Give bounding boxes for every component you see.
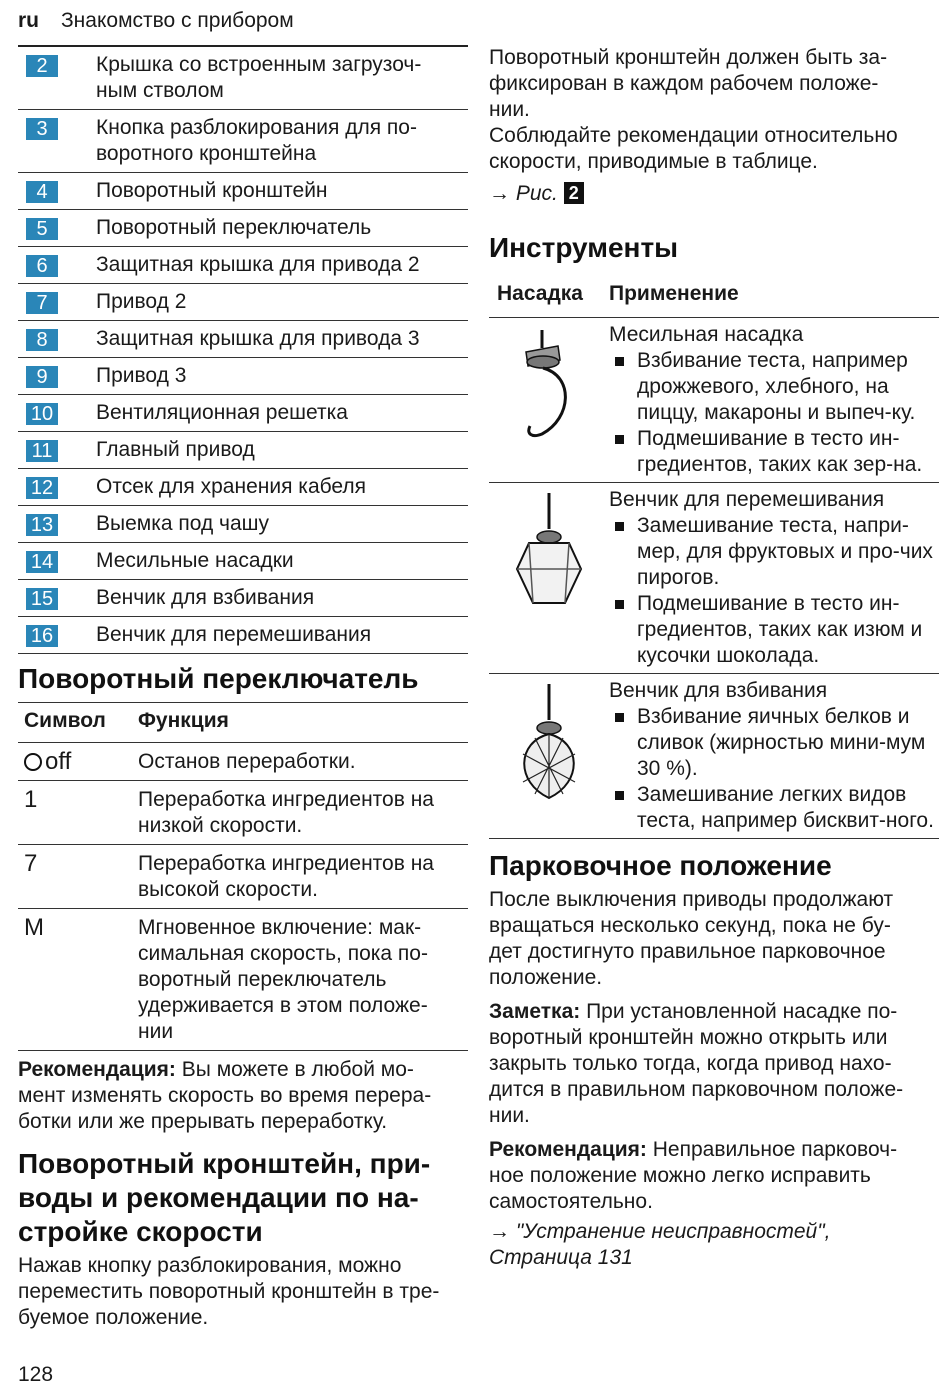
arm-text-continued: Поворотный кронштейн должен быть за- фиксирован в каждом рабочем положе- нии. Соблюдайте рекомендации относительно скорости, приводимые в таблице.: [489, 46, 898, 173]
symbol-text: off: [45, 748, 72, 775]
part-row: [18, 210, 468, 247]
tool-row: [489, 674, 939, 839]
part-label: Выемка под чашу: [96, 512, 270, 535]
page-header: [18, 6, 294, 36]
note-text: При установленной насадке по- воротный кронштейн можно открыть или закрыть только тогда, когда привод нахо- дится в правильном парковочном положе- нии.: [489, 1000, 904, 1127]
part-row: [18, 395, 468, 432]
tool-name: Венчик для перемешивания: [609, 488, 885, 511]
tool-row: [489, 318, 939, 483]
park-heading: Парковочное положение: [489, 850, 832, 881]
part-row: [18, 469, 468, 506]
part-label: Венчик для перемешивания: [96, 623, 372, 646]
part-number-badge: 4: [26, 181, 58, 203]
part-number: [18, 617, 96, 653]
tool-use-item: Подмешивание в тесто ин-гредиентов, таких как изюм и кусочки шоколада.: [609, 591, 939, 669]
note-label: Заметка:: [489, 1000, 581, 1023]
part-label: Венчик для взбивания: [96, 586, 315, 609]
kneading-hook-icon: [489, 322, 609, 478]
part-number: [18, 469, 96, 505]
arm-heading: Поворотный кронштейн, при- воды и рекомендации по на- стройке скорости: [18, 1148, 431, 1247]
switch-function: Мгновенное включение: мак- симальная скорость, пока по- воротный переключатель удерживается в этом положе- нии: [138, 916, 428, 1043]
switch-table-header: [18, 702, 468, 743]
part-label: Защитная крышка для привода 2: [96, 253, 420, 276]
switch-function: Останов переработки.: [138, 750, 356, 773]
part-row: [18, 284, 468, 321]
part-label: Вентиляционная решетка: [96, 401, 348, 424]
part-number: [18, 506, 96, 542]
part-row: [18, 321, 468, 358]
part-row: [18, 173, 468, 210]
part-label: Месильные насадки: [96, 549, 294, 572]
language-code: ru: [18, 9, 39, 32]
part-number: [18, 173, 96, 209]
part-number: [18, 432, 96, 468]
symbol-text: M: [24, 914, 44, 941]
park-rec-text: Неправильное парковоч- ное положение можно легко исправить самостоятельно.: [489, 1138, 898, 1213]
fig-number-badge: 2: [564, 182, 584, 204]
part-row: [18, 543, 468, 580]
switch-heading: Поворотный переключатель: [18, 663, 419, 694]
part-number: [18, 358, 96, 394]
part-row: [18, 358, 468, 395]
part-row: [18, 617, 468, 654]
part-number-badge: 3: [26, 118, 58, 140]
part-number: [18, 47, 96, 109]
arm-text: Нажав кнопку разблокирования, можно переместить поворотный кронштейн в тре- буемое положение.: [18, 1254, 440, 1329]
part-number-badge: 7: [26, 292, 58, 314]
part-row: [18, 580, 468, 617]
tool-row: [489, 483, 939, 674]
part-row: [18, 247, 468, 284]
part-number: [18, 284, 96, 320]
tool-use-item: Взбивание яичных белков и сливок (жирностью мини-мум 30 %).: [609, 704, 939, 782]
part-row: [18, 110, 468, 173]
col-symbol: Символ: [24, 709, 106, 732]
part-number: [18, 543, 96, 579]
part-number-badge: 14: [26, 551, 58, 573]
switch-symbol: [18, 749, 138, 775]
switch-function: Переработка ингредиентов на низкой скорости.: [138, 788, 434, 837]
switch-row: [18, 845, 468, 909]
switch-function: Переработка ингредиентов на высокой скорости.: [138, 852, 434, 901]
part-number: [18, 110, 96, 172]
tools-table-header: [489, 273, 939, 318]
part-label: Привод 3: [96, 364, 187, 387]
switch-row: [18, 781, 468, 845]
tool-use-item: Взбивание теста, например дрожжевого, хлебного, на пиццу, макароны и выпеч-ку.: [609, 348, 939, 426]
switch-row: [18, 909, 468, 1051]
fig-ref-text: → Рис.: [489, 182, 558, 205]
tool-name: Венчик для взбивания: [609, 679, 828, 702]
tool-use: [609, 487, 939, 669]
tool-use-item: Замешивание легких видов теста, например бисквит-ного.: [609, 782, 939, 834]
tool-use-list: [609, 513, 939, 669]
part-label: Крышка со встроенным загрузоч- ным стволом: [96, 53, 422, 102]
part-number-badge: 5: [26, 218, 58, 240]
part-label: Кнопка разблокирования для по- воротного кронштейна: [96, 116, 417, 165]
switch-table-body: [18, 743, 468, 1051]
park-note: [489, 999, 939, 1129]
col-tool: Насадка: [497, 282, 583, 305]
part-number-badge: 11: [26, 440, 58, 462]
part-label: Защитная крышка для привода 3: [96, 327, 420, 350]
part-number-badge: 16: [26, 625, 58, 647]
right-column: [489, 45, 939, 1271]
part-number: [18, 321, 96, 357]
tool-use-list: [609, 348, 939, 478]
part-label: Главный привод: [96, 438, 255, 461]
part-row: [18, 432, 468, 469]
part-number: [18, 580, 96, 616]
part-number-badge: 10: [26, 403, 58, 425]
park-rec-label: Рекомендация:: [489, 1138, 647, 1161]
col-use: Применение: [609, 282, 739, 305]
switch-symbol: [18, 851, 138, 903]
symbol-text: 1: [24, 786, 38, 813]
switch-recommendation: [18, 1057, 468, 1135]
part-number: [18, 210, 96, 246]
part-number-badge: 9: [26, 366, 58, 388]
part-number-badge: 8: [26, 329, 58, 351]
tools-table-body: [489, 318, 939, 839]
part-number: [18, 395, 96, 431]
tool-use-list: [609, 704, 939, 834]
switch-row: [18, 743, 468, 781]
tool-use-item: Подмешивание в тесто ин-гредиентов, таких как зер-на.: [609, 426, 939, 478]
troubleshooting-link[interactable]: → "Устранение неисправностей", Страница 131: [489, 1220, 831, 1269]
off-circle-icon: [24, 753, 42, 771]
part-label: Привод 2: [96, 290, 187, 313]
parts-list: [18, 45, 468, 654]
tool-use: [609, 322, 939, 478]
rec-text: Вы можете в любой мо- мент изменять скорость во время перера- ботки или же прерывать переработку.: [18, 1058, 432, 1133]
symbol-text: 7: [24, 850, 38, 877]
part-number-badge: 6: [26, 255, 58, 277]
switch-section: [18, 662, 468, 1331]
part-row: [18, 47, 468, 110]
beating-whisk-icon: [489, 678, 609, 834]
part-number-badge: 15: [26, 588, 58, 610]
mixing-whisk-icon: [489, 487, 609, 669]
part-label: Поворотный переключатель: [96, 216, 372, 239]
tools-heading: Инструменты: [489, 232, 679, 263]
col-function: Функция: [138, 709, 229, 732]
tool-use: [609, 678, 939, 834]
tool-name: Месильная насадка: [609, 323, 804, 346]
page-number: 128: [18, 1363, 54, 1386]
section-title: Знакомство с прибором: [61, 9, 294, 32]
switch-symbol: [18, 787, 138, 839]
park-recommendation: [489, 1137, 939, 1215]
switch-symbol: [18, 915, 138, 1045]
part-number-badge: 12: [26, 477, 58, 499]
part-number-badge: 2: [26, 55, 58, 77]
part-label: Поворотный кронштейн: [96, 179, 328, 202]
part-number-badge: 13: [26, 514, 58, 536]
part-row: [18, 506, 468, 543]
part-label: Отсек для хранения кабеля: [96, 475, 367, 498]
rec-label: Рекомендация:: [18, 1058, 176, 1081]
part-number: [18, 247, 96, 283]
figure-reference[interactable]: [489, 181, 939, 207]
park-text: После выключения приводы продолжают вращаться несколько секунд, пока не бу- дет достигнуто правильное парковочное положение.: [489, 888, 894, 989]
tool-use-item: Замешивание теста, напри-мер, для фруктовых и про-чих пирогов.: [609, 513, 939, 591]
